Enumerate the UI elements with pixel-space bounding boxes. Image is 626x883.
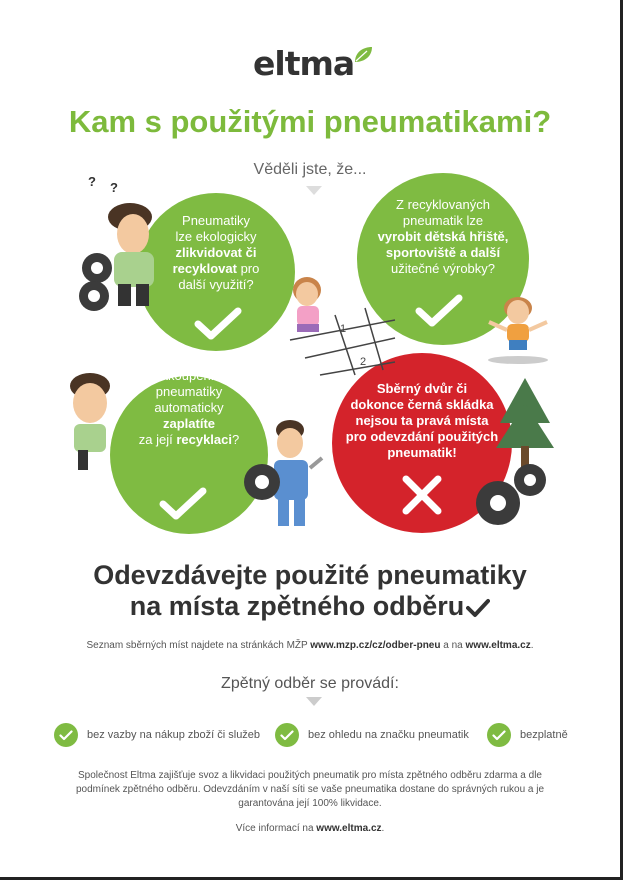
- hopscotch-girl-illustration: [285, 270, 405, 380]
- cta-heading: [0, 560, 620, 622]
- note-text: a na: [440, 640, 466, 651]
- note-text: Seznam sběrných míst najdete na stránkách MŽP: [86, 640, 311, 651]
- fact-4-line: dokonce černá skládka: [350, 397, 494, 412]
- fact-1-line: další využití?: [178, 277, 254, 292]
- eltma-link[interactable]: www.eltma.cz: [316, 823, 382, 834]
- confused-man-with-tires-illustration: [70, 172, 170, 317]
- fact-4-line: Sběrný dvůr či: [376, 381, 468, 396]
- fact-2-line: pneumatik lze: [402, 213, 484, 228]
- feature-item: [275, 722, 469, 748]
- fact-3-line: pneumatiky: [155, 384, 223, 399]
- feature-item: [487, 722, 568, 748]
- intro-text: Věděli jste, že...: [253, 161, 367, 178]
- feature-item: [54, 722, 260, 748]
- laughing-man-illustration: [60, 368, 120, 473]
- question-mark: ?: [110, 180, 118, 195]
- fact-1-line: zlikvidovat či: [175, 245, 257, 260]
- fact-3-line: Zakoupením: [152, 368, 226, 383]
- fact-3-line-bold: recyklaci: [176, 432, 232, 447]
- note-text: .: [530, 640, 534, 651]
- hopscotch-number: 2: [360, 356, 367, 368]
- check-icon: [414, 293, 464, 329]
- more-info-text: .: [381, 823, 385, 834]
- fact-text-2: [357, 197, 529, 277]
- mechanic-with-tire-illustration: [240, 418, 330, 533]
- fact-1-line: Pneumatiky: [182, 213, 250, 228]
- check-icon: [466, 598, 490, 618]
- collection-points-note: [0, 640, 620, 651]
- eltma-link[interactable]: www.eltma.cz: [465, 640, 531, 651]
- company-description: Společnost Eltma zajišťuje svoz a likvidaci použitých pneumatik pro místa zpětného odběru zdarma a dle podmínek zpětného odběru. Odevzdáním v naší síti se vaše pneumatika dostane do správných rukou a je garantována její 100% likvidace.: [75, 770, 545, 809]
- page-title: Kam s použitými pneumatikami?: [68, 104, 552, 139]
- feature-label: bez vazby na nákup zboží či služeb: [87, 729, 261, 741]
- fact-3-line-rest: za její: [138, 432, 177, 447]
- fact-2-line: Z recyklovaných: [396, 197, 490, 212]
- fact-2-line: vyrobit dětská hřiště,: [377, 229, 509, 244]
- fact-1-line-rest: pro: [240, 261, 260, 276]
- section-arrow: [306, 697, 322, 706]
- section-title: Zpětný odběr se provádí:: [221, 675, 399, 692]
- fact-2-line: užitečné výrobky?: [390, 261, 496, 276]
- question-mark: ?: [88, 174, 96, 189]
- eltma-logo: [253, 44, 373, 84]
- fact-1-line-bold: recyklovat: [172, 261, 237, 276]
- fact-4-line: pneumatik!: [387, 445, 457, 460]
- leaf-icon: [353, 46, 373, 64]
- jumping-boy-illustration: [483, 290, 553, 365]
- fact-4-line: nejsou ta pravá místa: [355, 413, 489, 428]
- cta-line-2: na místa zpětného odběru: [129, 591, 465, 621]
- feature-label: bez ohledu na značku pneumatik: [308, 729, 469, 741]
- fact-3-line: zaplatíte: [162, 416, 215, 431]
- fact-2-line-bold: sportoviště a další: [385, 245, 501, 260]
- cross-icon: [400, 473, 444, 517]
- check-icon: [54, 723, 78, 747]
- mzp-link[interactable]: www.mzp.cz/cz/odber-pneu: [310, 640, 441, 651]
- check-icon: [193, 306, 243, 342]
- fact-4-line: pro odevzdání použitých: [345, 429, 499, 444]
- feature-label: bezplatně: [520, 729, 568, 741]
- check-icon: [158, 486, 208, 522]
- tree-with-tires-illustration: [470, 378, 555, 528]
- fact-1-line: lze ekologicky: [175, 229, 257, 244]
- more-info: [0, 823, 620, 834]
- fact-3-line: automaticky: [154, 400, 224, 415]
- check-icon: [275, 723, 299, 747]
- fact-text-3: Zakoupením pneumatiky automaticky zaplatíte za její recyklaci?: [110, 368, 268, 448]
- more-info-text: Více informací na: [235, 823, 317, 834]
- check-icon: [487, 723, 511, 747]
- cta-line-1: Odevzdávejte použité pneumatiky: [93, 560, 527, 590]
- logo-wordmark: eltma: [253, 44, 355, 83]
- hopscotch-number: 1: [340, 323, 347, 335]
- intro-arrow: [306, 186, 322, 195]
